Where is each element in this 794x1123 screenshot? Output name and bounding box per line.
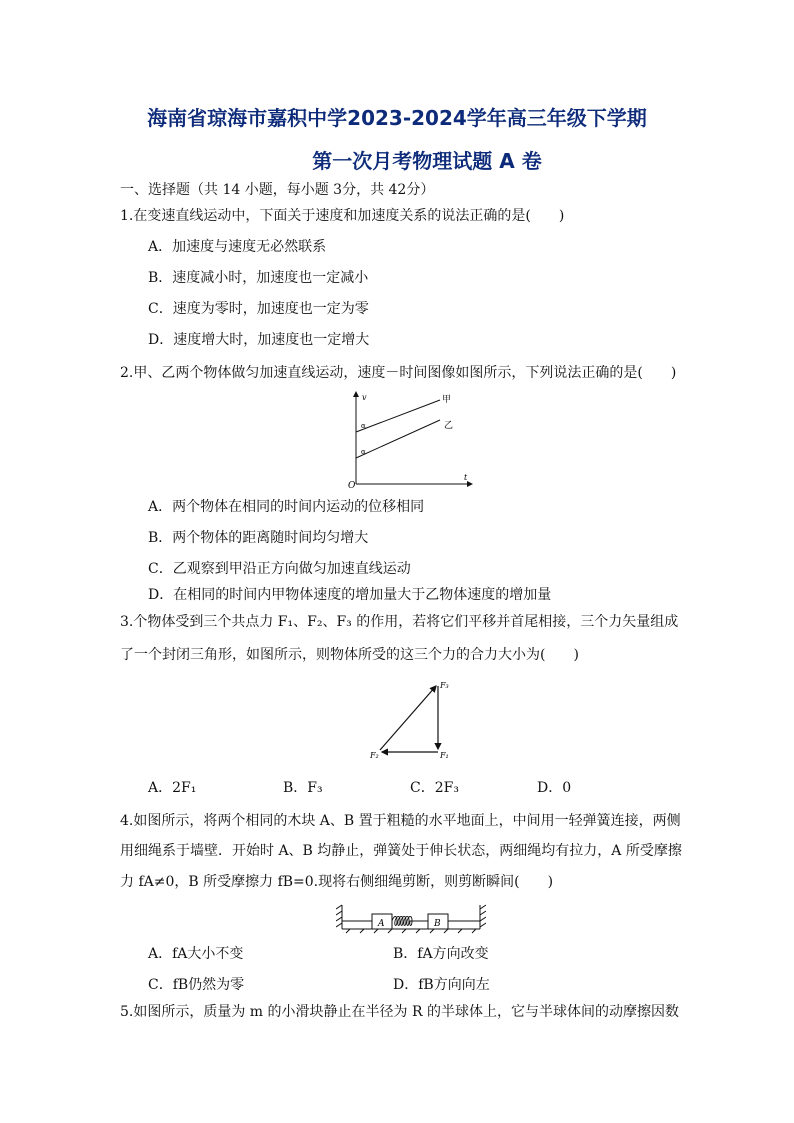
- q4-b-label: B: [434, 919, 441, 929]
- q2-option-d: D．在相同的时间内甲物体速度的增加量大于乙物体速度的增加量: [148, 587, 552, 603]
- q4-option-c: C．fB仍然为零: [148, 977, 245, 993]
- q4-stem-line-3: 力 fA≠0，B 所受摩擦力 fB=0.现将右侧细绳剪断，则剪断瞬间( ): [120, 874, 554, 890]
- q3-f3-label: F₁: [440, 751, 449, 760]
- title-line-2: 第一次月考物理试题 A 卷: [312, 149, 542, 173]
- q4-stem-line-2: 用细绳系于墙壁．开始时 A、B 均静止，弹簧处于伸长状态，两细绳均有拉力，A 所受摩擦: [120, 843, 682, 859]
- q3-vector-f3: [380, 686, 436, 750]
- q2-origin-label: O: [348, 481, 356, 491]
- q5-stem-line-1: 5.如图所示，质量为 m 的小滑块静止在半径为 R 的半球体上，它与半球体间的动摩擦因数: [120, 1004, 679, 1020]
- q4-option-b: B．fA方向改变: [393, 946, 489, 962]
- q4-spring-diagram: [336, 903, 486, 935]
- q3-option-c: C．2F₃: [410, 780, 459, 796]
- q3-stem-line-1: 3.个物体受到三个共点力 F₁、F₂、F₃ 的作用，若将它们平移并首尾相接，三个力矢量组成: [120, 614, 679, 630]
- q3-option-d: D．0: [537, 780, 572, 796]
- q1-option-b: B．速度减小时，加速度也一定减小: [148, 270, 369, 286]
- q2-line-yi: [356, 420, 440, 458]
- q3-stem-line-2: 了一个封闭三角形，如图所示，则物体所受的这三个力的合力大小为( ): [120, 647, 579, 663]
- q4-stem-line-1: 4.如图所示，将两个相同的木块 A、B 置于粗糙的水平地面上，中间用一轻弹簧连接，两侧: [120, 813, 681, 829]
- q1-option-d: D．速度增大时，加速度也一定增大: [148, 332, 370, 348]
- q4-option-d: D．fB方向向左: [393, 977, 490, 993]
- q1-option-c: C．速度为零时，加速度也一定为零: [148, 301, 369, 317]
- q2-vt-graph: [340, 388, 480, 492]
- q2-option-b: B．两个物体的距离随时间均匀增大: [148, 530, 369, 546]
- title-line-1: 海南省琼海市嘉积中学2023-2024学年高三年级下学期: [147, 106, 647, 130]
- q4-spring: [392, 917, 428, 926]
- q3-option-a: A．2F₁: [148, 780, 197, 796]
- q4-a-label: A: [378, 919, 385, 929]
- q2-jia-label: 甲: [442, 395, 452, 405]
- q3-option-b: B．F₃: [283, 780, 323, 796]
- q2-alpha-1: α: [361, 422, 366, 430]
- q2-option-a: A．两个物体在相同的时间内运动的位移相同: [148, 499, 425, 515]
- q4-option-a: A．fA大小不变: [148, 946, 244, 962]
- q2-alpha-2: α: [361, 448, 366, 456]
- q3-f2-label: F₂: [370, 751, 379, 760]
- q3-f1-label: F₃: [440, 681, 449, 690]
- q1-option-a: A．加速度与速度无必然联系: [148, 239, 327, 255]
- q1-stem: 1.在变速直线运动中，下面关于速度和加速度关系的说法正确的是( ): [120, 208, 565, 224]
- section-heading: 一、选择题（共 14 小题，每小题 3分，共 42分）: [120, 182, 435, 198]
- q2-yi-label: 乙: [444, 421, 454, 431]
- q2-v-label: v: [362, 393, 367, 402]
- q2-option-c: C．乙观察到甲沿正方向做匀加速直线运动: [148, 561, 411, 577]
- q2-stem: 2.甲、乙两个物体做匀加速直线运动，速度－时间图像如图所示，下列说法正确的是( ): [120, 365, 677, 381]
- q3-force-triangle: [366, 676, 456, 762]
- q2-line-jia: [356, 400, 440, 432]
- q2-t-label: t: [464, 473, 468, 482]
